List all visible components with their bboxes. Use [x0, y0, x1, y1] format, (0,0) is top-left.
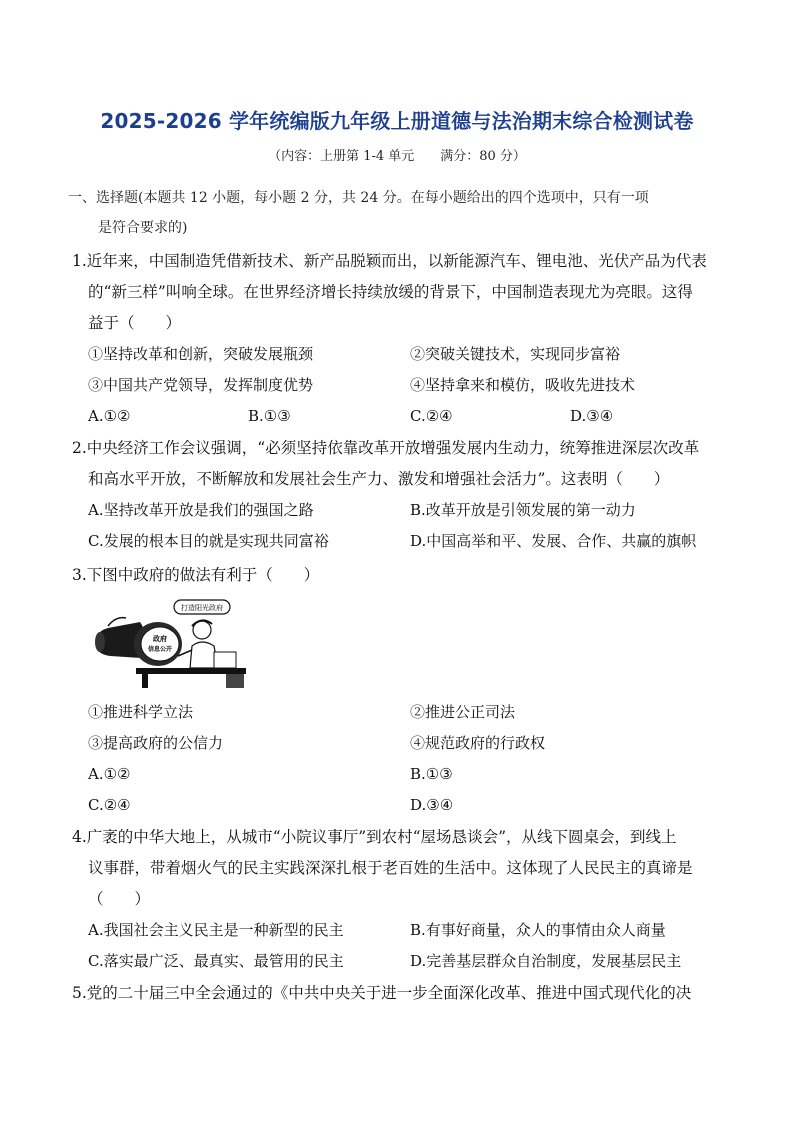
question-2-stem-line1: 2.中央经济工作会议强调，“必须坚持依靠改革开放增强发展内生动力，统筹推进深层次改革 — [72, 439, 700, 457]
question-1-item-2: ②突破关键技术，实现同步富裕 — [410, 345, 621, 363]
question-3-options-row1 — [72, 759, 732, 790]
question-3-item-4: ④规范政府的行政权 — [410, 734, 546, 752]
svg-text:政府: 政府 — [153, 635, 167, 643]
question-4-stem-line1: 4.广袤的中华大地上，从城市“小院议事厅”到农村“屋场恳谈会”，从线下圆桌会，到线上 — [72, 828, 677, 846]
question-1-items-row2 — [72, 370, 732, 401]
question-2-option-a[interactable]: A.坚持改革开放是我们的强国之路 — [88, 501, 314, 519]
question-3-item-1: ①推进科学立法 — [88, 703, 194, 721]
question-3-option-b[interactable]: B.①③ — [410, 765, 453, 783]
question-4-stem-line3: （ ） — [88, 890, 151, 908]
question-4-option-b[interactable]: B.有事好商量，众人的事情由众人商量 — [410, 921, 666, 939]
question-4 — [72, 822, 732, 977]
question-1-option-d[interactable]: D.③④ — [570, 407, 614, 425]
question-2-options-row2 — [72, 526, 732, 557]
question-3-options-row2 — [72, 790, 732, 821]
question-3-items-row1 — [72, 697, 732, 728]
question-4-stem-line2: 议事群，带着烟火气的民主实践深深扎根于老百姓的生活中。这体现了人民民主的真谛是 — [88, 859, 693, 877]
exam-subtitle: （内容：上册第 1-4 单元 满分：80 分） — [268, 149, 526, 164]
exam-title: 2025-2026 学年统编版九年级上册道德与法治期末综合检测试卷 — [100, 109, 694, 133]
question-1 — [72, 246, 732, 432]
section-instruction-line1: 一、选择题(本题共 12 小题，每小题 2 分，共 24 分。在每小题给出的四个选项中，只有一项 — [68, 190, 649, 206]
question-3-item-3: ③提高政府的公信力 — [88, 734, 224, 752]
question-5-stem-line1: 5.党的二十届三中全会通过的《中共中央关于进一步全面深化改革、推进中国式现代化的决 — [72, 984, 692, 1002]
question-1-stem-line1: 1.近年来，中国制造凭借新技术、新产品脱颖而出，以新能源汽车、锂电池、光伏产品为代表 — [72, 252, 707, 270]
question-3 — [72, 560, 732, 591]
question-4-options-row1 — [72, 915, 732, 946]
question-1-stem-line3: 益于（ ） — [88, 314, 182, 332]
section-heading — [68, 183, 738, 243]
question-4-option-d[interactable]: D.完善基层群众自治制度，发展基层民主 — [410, 952, 682, 970]
question-3-option-c[interactable]: C.②④ — [88, 796, 131, 814]
question-2-stem-line2: 和高水平开放，不断解放和发展社会生产力、激发和增强社会活力”。这表明（ ） — [88, 470, 670, 488]
question-4-options-row2 — [72, 946, 732, 977]
question-2-options-row1 — [72, 495, 732, 526]
question-1-item-3: ③中国共产党领导，发挥制度优势 — [88, 376, 314, 394]
question-1-item-1: ①坚持改革和创新，突破发展瓶颈 — [88, 345, 314, 363]
question-4-option-a[interactable]: A.我国社会主义民主是一种新型的民主 — [88, 921, 344, 939]
question-1-item-4: ④坚持拿来和模仿，吸收先进技术 — [410, 376, 636, 394]
cartoon-sign-text: 打造阳光政府 — [181, 604, 223, 612]
question-3-stem: 3.下图中政府的做法有利于（ ） — [72, 566, 320, 584]
question-1-option-c[interactable]: C.②④ — [410, 407, 453, 425]
government-info-cartoon — [86, 596, 246, 690]
question-3-items-row2 — [72, 728, 732, 759]
question-3-item-2: ②推进公正司法 — [410, 703, 516, 721]
question-3-choices — [72, 697, 732, 821]
section-instruction-line2: 是符合要求的) — [98, 220, 188, 236]
question-1-items-row1 — [72, 339, 732, 370]
question-2-option-c[interactable]: C.发展的根本目的就是实现共同富裕 — [88, 532, 329, 550]
question-1-option-b[interactable]: B.①③ — [248, 407, 291, 425]
question-5 — [72, 978, 732, 1009]
question-2-option-d[interactable]: D.中国高举和平、发展、合作、共赢的旗帜 — [410, 532, 697, 550]
question-2 — [72, 433, 732, 557]
question-3-option-a[interactable]: A.①② — [88, 765, 131, 783]
question-2-option-b[interactable]: B.改革开放是引领发展的第一动力 — [410, 501, 636, 519]
question-1-stem-line2: 的“新三样”叫响全球。在世界经济增长持续放缓的背景下，中国制造表现尤为亮眼。这得 — [88, 283, 693, 301]
question-3-option-d[interactable]: D.③④ — [410, 796, 454, 814]
svg-text:信息公开: 信息公开 — [147, 646, 173, 653]
question-4-option-c[interactable]: C.落实最广泛、最真实、最管用的民主 — [88, 952, 344, 970]
question-1-option-a[interactable]: A.①② — [88, 407, 131, 425]
question-1-options — [72, 401, 732, 432]
